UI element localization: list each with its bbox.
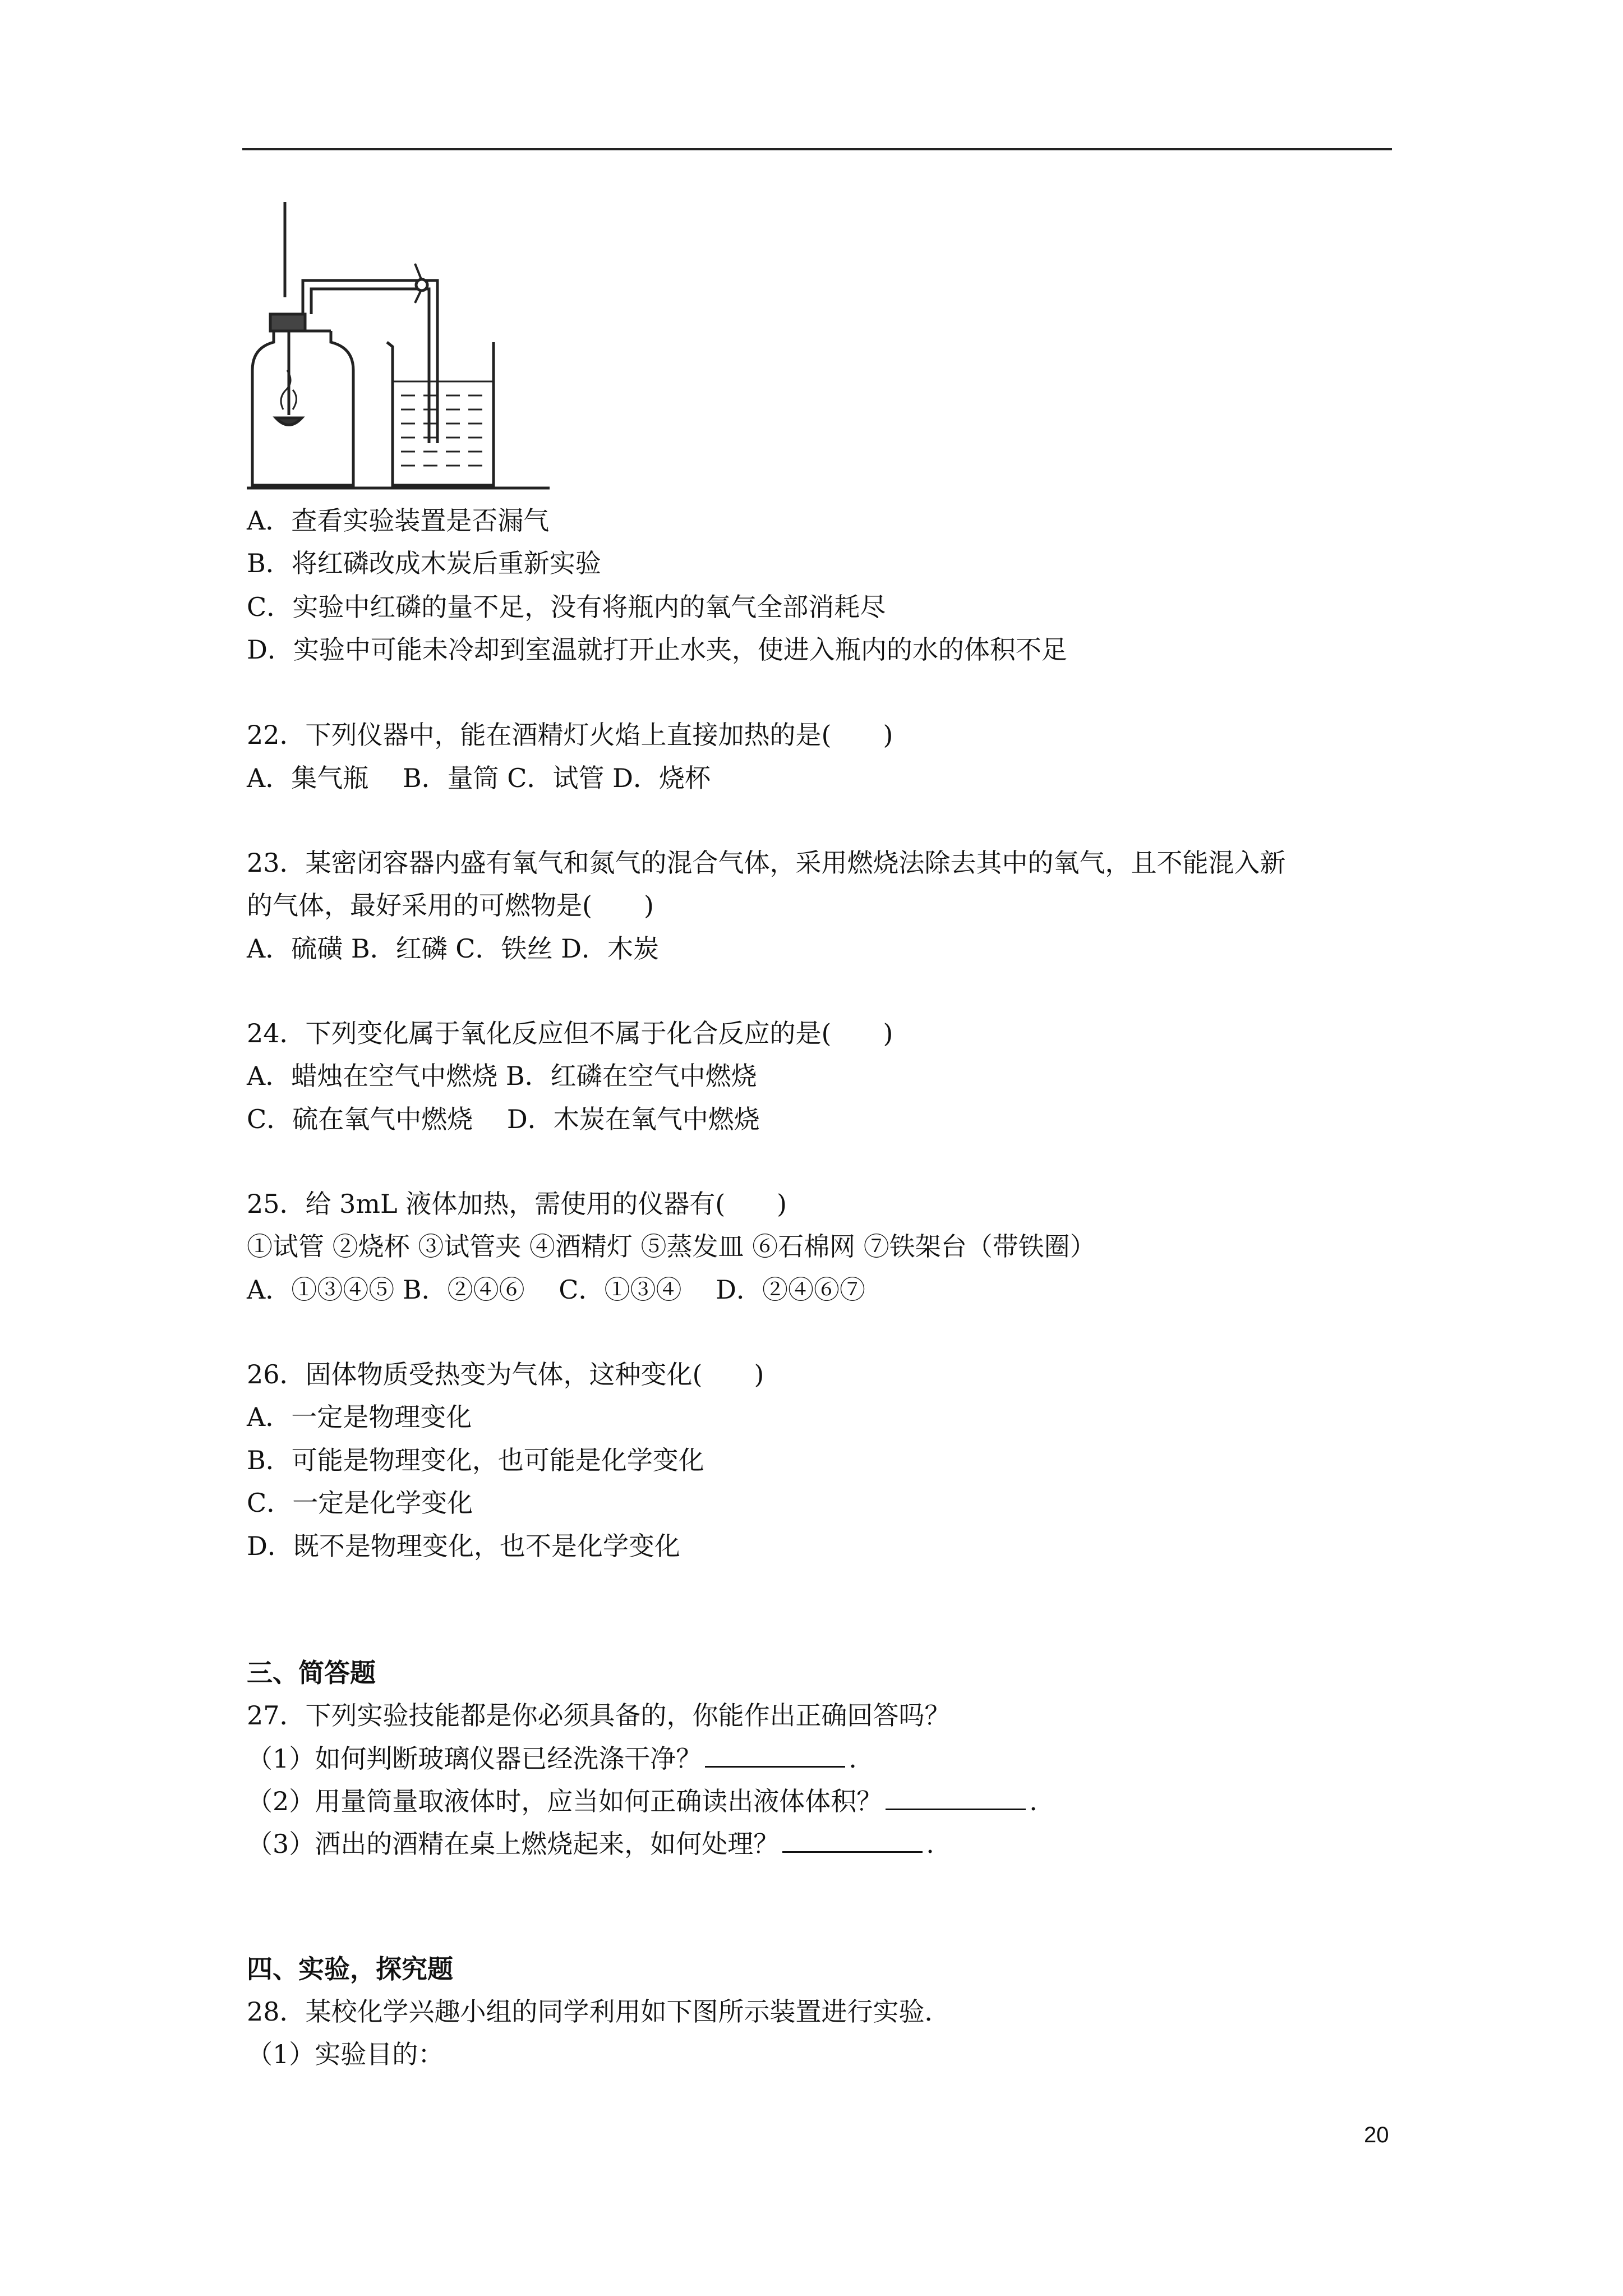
q24-options-line1: A．蜡烛在空气中燃烧 B．红磷在空气中燃烧: [247, 1061, 757, 1091]
q23-stem-line2: 的气体，最好采用的可燃物是( ): [247, 890, 654, 921]
stopper: [270, 314, 305, 331]
q26-option-b: B．可能是物理变化，也可能是化学变化: [247, 1445, 704, 1475]
glass-tube: [303, 280, 437, 443]
section4-heading: 四、实验，探究题: [247, 1954, 453, 1984]
q23-stem-line1: 23．某密闭容器内盛有氧气和氮气的混合气体，采用燃烧法除去其中的氧气，且不能混入新: [247, 848, 1286, 878]
q27-sub1: （1）如何判断玻璃仪器已经洗涤干净？ .: [247, 1741, 857, 1775]
q24-stem: 24．下列变化属于氧化反应但不属于化合反应的是( ): [247, 1018, 893, 1048]
q22-options: A．集气瓶 B．量筒 C．试管 D．烧杯: [247, 763, 711, 793]
section3-heading: 三、简答题: [247, 1658, 376, 1688]
gas-bottle: [252, 331, 353, 485]
answer-blank-3[interactable]: [782, 1826, 923, 1853]
q27-sub2: （2）用量筒量取液体时，应当如何正确读出液体体积？ .: [247, 1784, 1038, 1818]
q28-sub1: （1）实验目的：: [247, 2039, 444, 2069]
header-rule: [242, 148, 1392, 150]
q26-option-c: C．一定是化学变化: [247, 1488, 473, 1518]
q27-sub3: （3）洒出的酒精在桌上燃烧起来，如何处理？ .: [247, 1826, 934, 1861]
q28-stem: 28．某校化学兴趣小组的同学利用如下图所示装置进行实验．: [247, 1996, 951, 2027]
water: [394, 381, 492, 466]
q21-option-b: B．将红磷改成木炭后重新实验: [247, 548, 601, 578]
q21-option-d: D．实验中可能未冷却到室温就打开止水夹，使进入瓶内的水的体积不足: [247, 634, 1067, 665]
q26-option-a: A．一定是物理变化: [247, 1402, 472, 1432]
answer-blank-2[interactable]: [886, 1784, 1026, 1810]
apparatus-diagram: [247, 202, 561, 494]
q25-stem: 25．给 3mL 液体加热，需使用的仪器有( ): [247, 1189, 787, 1219]
q24-options-line2: C．硫在氧气中燃烧 D．木炭在氧气中燃烧: [247, 1104, 760, 1134]
q25-options: A．①③④⑤ B．②④⑥ C．①③④ D．②④⑥⑦: [247, 1274, 865, 1305]
q26-stem: 26．固体物质受热变为气体，这种变化( ): [247, 1359, 764, 1389]
answer-blank-1[interactable]: [705, 1741, 845, 1768]
q21-option-c: C．实验中红磷的量不足，没有将瓶内的氧气全部消耗尽: [247, 592, 886, 622]
q22-stem: 22．下列仪器中，能在酒精灯火焰上直接加热的是( ): [247, 720, 893, 750]
q27-stem: 27．下列实验技能都是你必须具备的，你能作出正确回答吗？: [247, 1700, 951, 1731]
q26-option-d: D．既不是物理变化，也不是化学变化: [247, 1531, 680, 1561]
q23-options: A．硫磺 B．红磷 C．铁丝 D．木炭: [247, 933, 659, 964]
q25-items: ①试管 ②烧杯 ③试管夹 ④酒精灯 ⑤蒸发皿 ⑥石棉网 ⑦铁架台（带铁圈）: [247, 1231, 1096, 1262]
page-number: 20: [1364, 2123, 1389, 2147]
water-clamp: [416, 279, 427, 291]
q21-option-a: A．查看实验装置是否漏气: [247, 505, 550, 536]
beaker: [387, 342, 494, 485]
